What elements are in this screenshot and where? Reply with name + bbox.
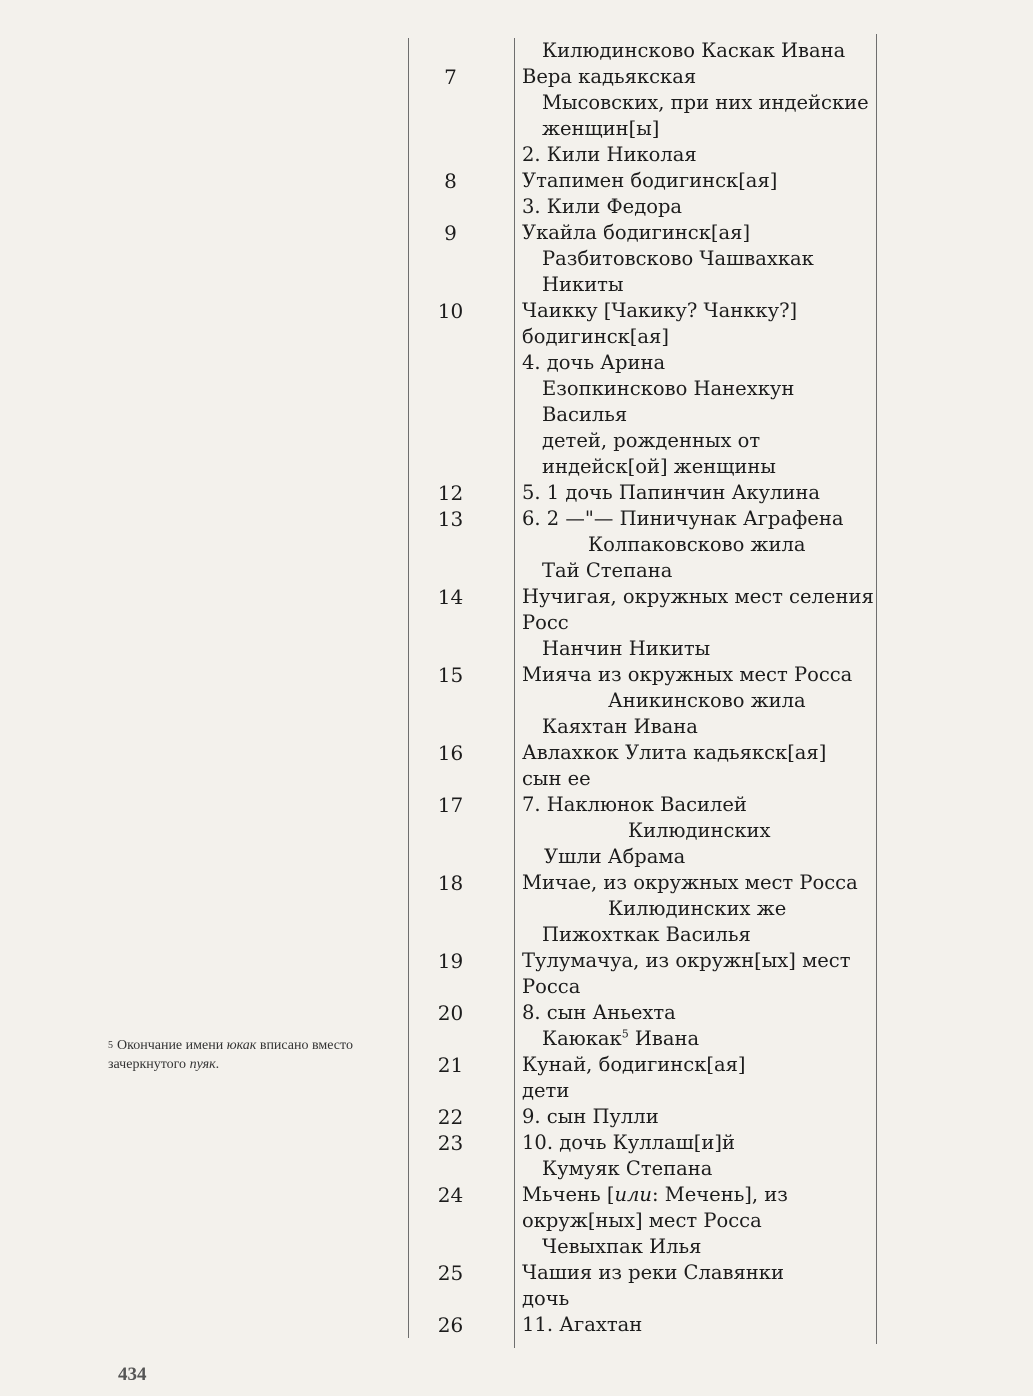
- row-text: 4. дочь Арина: [522, 351, 666, 374]
- row-text: Вера кадьякская: [522, 65, 697, 88]
- table-row: [408, 948, 878, 974]
- row-text: женщин[ы]: [542, 117, 660, 140]
- table-row: [408, 1260, 878, 1286]
- table-row: [408, 740, 878, 766]
- row-number: 7: [444, 65, 457, 89]
- row-number: 8: [444, 169, 457, 193]
- row-text: Пижохткак Василья: [542, 923, 751, 946]
- row-text: Разбитовсково Чашвахкак: [542, 247, 814, 270]
- row-text-italic: или: [614, 1183, 652, 1206]
- row-number: 24: [437, 1183, 464, 1207]
- table-row: [408, 142, 878, 168]
- row-text: 11. Агахтан: [522, 1313, 643, 1336]
- row-text: бодигинск[ая]: [522, 325, 669, 348]
- footnote-text-pre: Окончание имени: [117, 1038, 227, 1053]
- row-number: 17: [437, 793, 464, 817]
- row-text: 3. Кили Федора: [522, 195, 683, 218]
- table-row: [408, 350, 878, 376]
- row-number: 12: [437, 481, 464, 505]
- table-row: [408, 714, 878, 740]
- row-text: Мичае, из окружных мест Росса: [522, 871, 858, 894]
- table-row: [408, 1234, 878, 1260]
- row-number: 23: [437, 1131, 464, 1155]
- row-text: дети: [522, 1079, 570, 1102]
- table-row: [408, 532, 878, 558]
- row-number: 22: [437, 1105, 464, 1129]
- footnote-word1: юкак: [226, 1038, 257, 1053]
- table-row: [408, 844, 878, 870]
- table-row: [408, 454, 878, 480]
- row-text: 7. Наклюнок Василей: [522, 793, 747, 816]
- row-text: 6. 2 —"— Пиничунак Аграфена: [522, 507, 844, 530]
- table-row: [408, 64, 878, 90]
- table-row: [408, 766, 878, 792]
- table-row: [408, 1130, 878, 1156]
- row-number: 19: [437, 949, 464, 973]
- row-text: Тулумачуа, из окружн[ых] мест: [522, 949, 851, 972]
- row-text: Аникинсково жила: [608, 689, 806, 712]
- table-row: [408, 116, 878, 142]
- row-text: 8. сын Аньехта: [522, 1001, 676, 1024]
- table-row: [408, 792, 878, 818]
- row-text: Килюдинских: [628, 819, 771, 842]
- table-row: [408, 818, 878, 844]
- row-text-tail: : Мечень], из: [651, 1183, 788, 1206]
- row-text: Чевыхпак Илья: [542, 1235, 702, 1258]
- table-row: [408, 1182, 878, 1208]
- row-text-main: Каюкак: [542, 1027, 622, 1050]
- table-row: [408, 324, 878, 350]
- row-text: Укайла бодигинск[ая]: [522, 221, 751, 244]
- row-number: 16: [437, 741, 464, 765]
- row-text: Колпаковсково жила: [588, 533, 806, 556]
- table-row: [408, 688, 878, 714]
- row-text-tail: Ивана: [628, 1027, 700, 1050]
- row-text: Кумуяк Степана: [542, 1157, 713, 1180]
- row-text: Росс: [522, 611, 569, 634]
- table-row: [408, 662, 878, 688]
- row-text: Тай Степана: [542, 559, 673, 582]
- row-text: Утапимен бодигинск[ая]: [522, 169, 778, 192]
- table-row: [408, 402, 878, 428]
- table-row: [408, 220, 878, 246]
- row-text: Ушли Абрама: [544, 845, 686, 868]
- row-number: 10: [437, 299, 464, 323]
- footnote: [108, 1036, 388, 1074]
- table-row: [408, 1286, 878, 1312]
- row-number: 15: [437, 663, 464, 687]
- footnote-ref: 5: [621, 1027, 629, 1041]
- table-row: [408, 298, 878, 324]
- row-text: [522, 1182, 788, 1208]
- table-row: [408, 480, 878, 506]
- row-number: 13: [437, 507, 464, 531]
- table-row: [408, 1312, 878, 1338]
- row-text: Нучигая, окружных мест селения: [522, 585, 874, 608]
- row-text: Кунай, бодигинск[ая]: [522, 1053, 746, 1076]
- row-text-main: Мьчень [: [522, 1183, 615, 1206]
- row-text: Килюдинсково Каскак Ивана: [542, 39, 846, 62]
- row-text: Росса: [522, 975, 581, 998]
- table-row: [408, 376, 878, 402]
- table-row: [408, 1026, 878, 1052]
- row-text: 10. дочь Куллаш[и]й: [522, 1131, 735, 1154]
- row-text: Чашия из реки Славянки: [522, 1261, 784, 1284]
- table-row: [408, 922, 878, 948]
- table-row: [408, 1078, 878, 1104]
- table-row: [408, 428, 878, 454]
- table-row: [408, 636, 878, 662]
- row-text: Никиты: [542, 273, 624, 296]
- row-number: 26: [437, 1313, 464, 1337]
- table-row: [408, 246, 878, 272]
- census-table: [408, 38, 878, 1338]
- page-number: 434: [118, 1364, 147, 1385]
- table-row: [408, 1000, 878, 1026]
- row-text: индейск[ой] женщины: [542, 455, 776, 478]
- row-number: 14: [437, 585, 464, 609]
- table-row: [408, 974, 878, 1000]
- footnote-marker: 5: [108, 1040, 113, 1051]
- footnote-word2: пуяк: [189, 1057, 216, 1072]
- table-row: [408, 896, 878, 922]
- table-row: [408, 1156, 878, 1182]
- footnote-text-post: .: [215, 1057, 220, 1072]
- footnote-text-mid: вписано вместо зачеркнутого: [108, 1038, 353, 1072]
- row-text: Василья: [542, 403, 628, 426]
- table-row: [408, 1208, 878, 1234]
- row-number: 18: [437, 871, 464, 895]
- row-text: детей, рожденных от: [542, 429, 761, 452]
- row-text: дочь: [522, 1287, 570, 1310]
- table-row: [408, 584, 878, 610]
- row-text: Чаикку [Чакику? Чанкку?]: [522, 299, 798, 322]
- table-row: [408, 610, 878, 636]
- row-text: окруж[ных] мест Росса: [522, 1209, 762, 1232]
- table-row: [408, 38, 878, 64]
- table-row: [408, 870, 878, 896]
- table-row: [408, 1104, 878, 1130]
- row-number: 9: [444, 221, 457, 245]
- row-number: 21: [437, 1053, 464, 1077]
- row-text: Езопкинсково Нанехкун: [542, 377, 795, 400]
- row-text: Килюдинских же: [608, 897, 787, 920]
- row-text: Мияча из окружных мест Росса: [522, 663, 853, 686]
- table-row: [408, 1052, 878, 1078]
- table-row: [408, 506, 878, 532]
- table-row: [408, 90, 878, 116]
- table-row: [408, 558, 878, 584]
- row-number: 25: [437, 1261, 464, 1285]
- row-text: Мысовских, при них индейские: [542, 91, 869, 114]
- table-row: [408, 168, 878, 194]
- row-text: Каяхтан Ивана: [542, 715, 698, 738]
- row-text: 9. сын Пулли: [522, 1105, 659, 1128]
- row-text: 2. Кили Николая: [522, 143, 697, 166]
- row-text: 5. 1 дочь Папинчин Акулина: [522, 481, 821, 504]
- row-number: 20: [437, 1001, 464, 1025]
- row-text: сын ее: [522, 767, 591, 790]
- table-row: [408, 272, 878, 298]
- row-text: [542, 1026, 699, 1052]
- table-row: [408, 194, 878, 220]
- row-text: Нанчин Никиты: [542, 637, 711, 660]
- row-text: Авлахкок Улита кадьякск[ая]: [522, 741, 827, 764]
